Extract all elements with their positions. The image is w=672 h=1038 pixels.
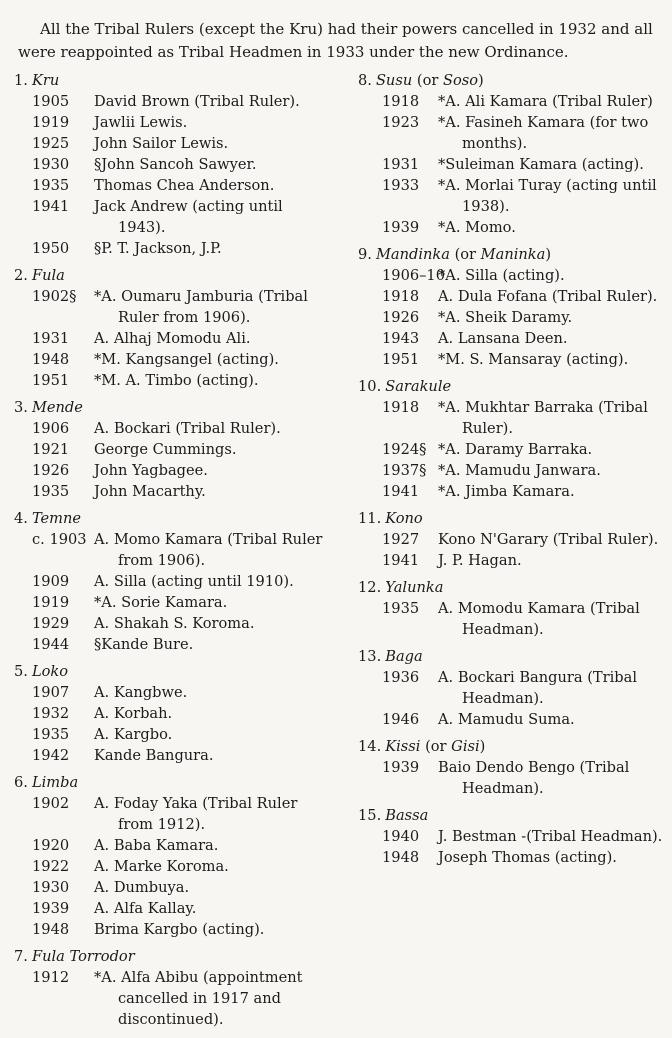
tribe-heading (14, 397, 324, 418)
entry-text (432, 112, 670, 154)
entry-text-body: *A. Morlai Turay (acting until 1938). (438, 177, 657, 215)
entry-year: 1951 (32, 372, 70, 389)
entry-row (358, 154, 670, 175)
tribe-heading (14, 508, 324, 529)
entry-text-body: Jawlii Lewis. (94, 114, 188, 131)
entry-text (88, 877, 324, 898)
entry-row (14, 460, 324, 481)
entry-year: 1935 (32, 177, 70, 194)
entry-row (14, 529, 324, 571)
tribe-alt-prefix: (or (412, 72, 443, 89)
left-column (14, 70, 324, 1036)
entry-text-body: Kono N'Garary (Tribal Ruler). (438, 531, 659, 548)
entry-text-body: *A. Mukhtar Barraka (Tribal Ruler). (438, 399, 648, 437)
tribe-section (358, 244, 670, 370)
entry-text (88, 460, 324, 481)
entry-row (358, 307, 670, 328)
entry-row (14, 571, 324, 592)
entry-row (358, 529, 670, 550)
entry-text (432, 847, 670, 868)
entry-text (432, 91, 670, 112)
tribe-section (358, 577, 670, 640)
right-column (358, 70, 670, 874)
entry-year: 1926 (32, 462, 70, 479)
entry-year: 1912 (32, 969, 70, 986)
entry-year: 1918 (382, 399, 420, 416)
tribe-section (358, 646, 670, 730)
entry-text (88, 349, 324, 370)
tribe-number: 7. (14, 948, 28, 965)
tribe-section (358, 805, 670, 868)
entry-text-body: A. Kargbo. (94, 726, 173, 743)
tribe-section (358, 736, 670, 799)
entry-year: 1920 (32, 837, 70, 854)
entry-text-body: *A. Momo. (438, 219, 516, 236)
entry-text-body: A. Bockari (Tribal Ruler). (94, 420, 281, 437)
entry-text (88, 238, 324, 259)
entry-text (432, 481, 670, 502)
tribe-number: 2. (14, 267, 28, 284)
entry-text-body: A. Bockari Bangura (Tribal Headman). (438, 669, 637, 707)
entry-text (88, 592, 324, 613)
tribe-section (14, 661, 324, 766)
entry-text (88, 328, 324, 349)
entry-year: 1902 (32, 795, 70, 812)
entry-text-body: A. Lansana Deen. (438, 330, 568, 347)
entry-year: 1944 (32, 636, 70, 653)
entry-year: c. 1903 (32, 531, 87, 548)
entry-year: 1939 (382, 759, 420, 776)
tribe-alt-name: Maninka (480, 246, 546, 263)
entry-row (14, 682, 324, 703)
entry-row (358, 667, 670, 709)
tribe-alt-name: Soso (442, 72, 479, 89)
entry-year: 1930 (32, 879, 70, 896)
entry-year: 1918 (382, 93, 420, 110)
entry-year: 1931 (382, 156, 420, 173)
entry-row (14, 112, 324, 133)
entry-year: 1922 (32, 858, 70, 875)
tribe-section (14, 772, 324, 940)
entry-text (432, 175, 670, 217)
tribe-name: Loko (31, 663, 69, 680)
entry-text-body: Joseph Thomas (acting). (438, 849, 617, 866)
entry-row (14, 835, 324, 856)
entry-text-body: Kande Bangura. (94, 747, 214, 764)
tribe-name: Kissi (385, 738, 421, 755)
entry-year: 1942 (32, 747, 70, 764)
entry-row (358, 550, 670, 571)
entry-text-body: Jack Andrew (acting until 1943). (94, 198, 283, 236)
entry-text-body: A. Dumbuya. (94, 879, 190, 896)
entry-row (14, 91, 324, 112)
entry-year: 1937§ (382, 462, 427, 479)
entry-text (432, 826, 670, 847)
tribe-alt-close: ) (478, 72, 484, 89)
tribe-section (14, 265, 324, 391)
tribe-name: Fula (31, 267, 65, 284)
tribe-name: Kru (31, 72, 60, 89)
tribe-number: 14. (358, 738, 382, 755)
entry-row (14, 481, 324, 502)
entry-row (358, 265, 670, 286)
entry-text-body: *A. Oumaru Jamburia (Tribal Ruler from 1906). (94, 288, 308, 326)
entry-text-body: A. Mamudu Suma. (438, 711, 575, 728)
entry-text (88, 898, 324, 919)
entry-year: 1951 (382, 351, 420, 368)
entry-text (88, 418, 324, 439)
entry-year: 1935 (32, 483, 70, 500)
entry-row (358, 757, 670, 799)
entry-text (88, 112, 324, 133)
entry-text-body: *A. Alfa Abibu (appointment cancelled in 1917 and discontinued). (94, 969, 303, 1028)
tribe-heading (14, 70, 324, 91)
entry-year: 1946 (382, 711, 420, 728)
tribe-number: 8. (358, 72, 372, 89)
entry-row (14, 439, 324, 460)
entry-text (432, 328, 670, 349)
entry-row (14, 154, 324, 175)
entry-text (432, 439, 670, 460)
entry-text (432, 667, 670, 709)
entry-text (88, 967, 324, 1030)
entry-row (14, 592, 324, 613)
entry-text-body: §John Sancoh Sawyer. (94, 156, 257, 173)
tribe-heading (358, 70, 670, 91)
entry-row (14, 634, 324, 655)
entry-text-body: J. Bestman -(Tribal Headman). (438, 828, 663, 845)
tribe-number: 15. (358, 807, 382, 824)
entry-text (432, 286, 670, 307)
entry-text-body: A. Dula Fofana (Tribal Ruler). (438, 288, 658, 305)
tribe-name: Temne (31, 510, 82, 527)
entry-text (88, 286, 324, 328)
entry-year: 1926 (382, 309, 420, 326)
entry-row (358, 397, 670, 439)
entry-text (88, 175, 324, 196)
entry-year: 1935 (382, 600, 420, 617)
entry-year: 1941 (382, 483, 420, 500)
entry-row (358, 112, 670, 154)
entry-text (88, 133, 324, 154)
entry-year: 1925 (32, 135, 70, 152)
entry-text-body: *A. Mamudu Janwara. (438, 462, 601, 479)
entry-row (14, 856, 324, 877)
tribe-name: Susu (375, 72, 413, 89)
entry-text-body: Baio Dendo Bengo (Tribal Headman). (438, 759, 630, 797)
entry-row (358, 847, 670, 868)
entry-row (14, 349, 324, 370)
entry-text-body: *A. Jimba Kamara. (438, 483, 575, 500)
entry-row (358, 328, 670, 349)
tribe-name: Limba (31, 774, 79, 791)
entry-text-body: *M. S. Mansaray (acting). (438, 351, 629, 368)
tribe-name: Kono (385, 510, 423, 527)
entry-row (14, 370, 324, 391)
entry-row (14, 919, 324, 940)
entry-year: 1932 (32, 705, 70, 722)
entry-text-body: A. Momo Kamara (Tribal Ruler from 1906). (94, 531, 323, 569)
entry-row (14, 175, 324, 196)
entry-row (358, 826, 670, 847)
entry-row (14, 877, 324, 898)
entry-row (14, 328, 324, 349)
entry-year: 1906–10 (382, 267, 446, 284)
entry-text (432, 460, 670, 481)
tribe-name: Fula Torrodor (31, 948, 135, 965)
entry-text-body: A. Baba Kamara. (94, 837, 219, 854)
entry-year: 1906 (32, 420, 70, 437)
tribe-section (358, 508, 670, 571)
entry-text-body: A. Alfa Kallay. (94, 900, 197, 917)
entry-text (88, 835, 324, 856)
entry-row (358, 598, 670, 640)
entry-text (88, 856, 324, 877)
tribe-heading (358, 508, 670, 529)
entry-text-body: George Cummings. (94, 441, 237, 458)
entry-text-body: *M. Kangsangel (acting). (94, 351, 279, 368)
entry-row (358, 481, 670, 502)
entry-row (14, 793, 324, 835)
tribe-heading (14, 946, 324, 967)
entry-text-body: §Kande Bure. (94, 636, 194, 653)
entry-row (14, 967, 324, 1030)
entry-text-body: John Macarthy. (94, 483, 206, 500)
entry-year: 1935 (32, 726, 70, 743)
entry-text (432, 598, 670, 640)
entry-year: 1933 (382, 177, 420, 194)
entry-year: 1909 (32, 573, 70, 590)
entry-text-body: David Brown (Tribal Ruler). (94, 93, 300, 110)
tribe-section (14, 397, 324, 502)
tribe-alt-prefix: (or (420, 738, 452, 755)
entry-year: 1918 (382, 288, 420, 305)
entry-row (358, 439, 670, 460)
tribe-heading (358, 646, 670, 667)
entry-year: 1936 (382, 669, 420, 686)
entry-text (432, 154, 670, 175)
entry-text (432, 529, 670, 550)
entry-text-body: John Yagbagee. (94, 462, 208, 479)
entry-text-body: A. Korbah. (94, 705, 173, 722)
entry-text (88, 703, 324, 724)
entry-row (14, 898, 324, 919)
entry-text-body: A. Alhaj Momodu Ali. (94, 330, 251, 347)
entry-text-body: *A. Silla (acting). (438, 267, 565, 284)
entry-year: 1923 (382, 114, 420, 131)
entry-text-body: Thomas Chea Anderson. (94, 177, 275, 194)
entry-year: 1927 (382, 531, 420, 548)
entry-year: 1929 (32, 615, 70, 632)
entry-text-body: A. Shakah S. Koroma. (94, 615, 255, 632)
entry-year: 1902§ (32, 288, 77, 305)
entry-row (358, 460, 670, 481)
entry-text (88, 793, 324, 835)
entry-text-body: *A. Fasineh Kamara (for two months). (438, 114, 649, 152)
entry-year: 1943 (382, 330, 420, 347)
tribe-section (358, 70, 670, 238)
entry-text (432, 550, 670, 571)
entry-year: 1941 (32, 198, 70, 215)
tribe-heading (358, 577, 670, 598)
entry-text (432, 709, 670, 730)
tribe-number: 6. (14, 774, 28, 791)
tribe-name: Mende (31, 399, 83, 416)
entry-text-body: *A. Daramy Barraka. (438, 441, 593, 458)
entry-text (88, 154, 324, 175)
tribe-heading (358, 736, 670, 757)
entry-text-body: *A. Ali Kamara (Tribal Ruler) (438, 93, 653, 110)
tribe-alt-prefix: (or (449, 246, 481, 263)
entry-row (14, 238, 324, 259)
entry-text (432, 307, 670, 328)
entry-year: 1939 (32, 900, 70, 917)
tribe-number: 3. (14, 399, 28, 416)
entry-text (88, 613, 324, 634)
tribe-name: Bassa (385, 807, 429, 824)
entry-row (358, 286, 670, 307)
entry-text-body: §P. T. Jackson, J.P. (94, 240, 222, 257)
entry-text (432, 265, 670, 286)
entry-row (358, 91, 670, 112)
entry-text (88, 682, 324, 703)
entry-year: 1948 (32, 351, 70, 368)
tribe-number: 9. (358, 246, 372, 263)
entry-text-body: A. Foday Yaka (Tribal Ruler from 1912). (94, 795, 298, 833)
entry-text (88, 370, 324, 391)
tribe-number: 10. (358, 378, 382, 395)
entry-text (88, 724, 324, 745)
entry-year: 1941 (382, 552, 420, 569)
tribe-name: Yalunka (385, 579, 444, 596)
entry-row (14, 613, 324, 634)
tribe-number: 13. (358, 648, 382, 665)
entry-year: 1940 (382, 828, 420, 845)
entry-text (88, 919, 324, 940)
entry-year: 1930 (32, 156, 70, 173)
entry-text (88, 91, 324, 112)
entry-text-body: A. Marke Koroma. (94, 858, 229, 875)
entry-text (432, 349, 670, 370)
entry-row (14, 724, 324, 745)
entry-year: 1939 (382, 219, 420, 236)
tribe-number: 1. (14, 72, 28, 89)
tribe-heading (14, 661, 324, 682)
entry-text (88, 481, 324, 502)
entry-text (88, 634, 324, 655)
entry-row (14, 703, 324, 724)
entry-text (88, 439, 324, 460)
entry-text (432, 757, 670, 799)
tribe-alt-name: Gisi (451, 738, 480, 755)
entry-row (14, 133, 324, 154)
entry-row (358, 175, 670, 217)
entry-text-body: *A. Sheik Daramy. (438, 309, 573, 326)
tribe-heading (14, 265, 324, 286)
entry-row (14, 196, 324, 238)
tribe-number: 4. (14, 510, 28, 527)
entry-text-body: *M. A. Timbo (acting). (94, 372, 259, 389)
tribe-heading (14, 772, 324, 793)
entry-year: 1924§ (382, 441, 427, 458)
tribe-section (14, 70, 324, 259)
entry-text-body: J. P. Hagan. (438, 552, 522, 569)
tribe-name: Sarakule (385, 378, 452, 395)
tribe-section (14, 946, 324, 1030)
entry-row (14, 745, 324, 766)
tribe-alt-close: ) (545, 246, 552, 263)
entry-text (88, 196, 324, 238)
entry-text-body: Brima Kargbo (acting). (94, 921, 265, 938)
entry-year: 1919 (32, 594, 70, 611)
entry-text-body: *A. Sorie Kamara. (94, 594, 228, 611)
tribe-number: 12. (358, 579, 382, 596)
intro-paragraph: All the Tribal Rulers (except the Kru) had their powers cancelled in 1932 and all were reappointed as Tribal Headmen in 1933 under the new Ordinance. (18, 20, 653, 61)
tribe-name: Baga (385, 648, 423, 665)
entry-row (14, 418, 324, 439)
entry-year: 1931 (32, 330, 70, 347)
tribe-number: 5. (14, 663, 28, 680)
tribe-section (14, 508, 324, 655)
entry-year: 1948 (32, 921, 70, 938)
entry-row (358, 709, 670, 730)
tribe-heading (358, 244, 670, 265)
tribe-heading (358, 805, 670, 826)
tribe-alt-close: ) (479, 738, 486, 755)
entry-row (14, 286, 324, 328)
entry-text-body: A. Kangbwe. (94, 684, 188, 701)
entry-year: 1948 (382, 849, 420, 866)
tribe-section (358, 376, 670, 502)
entry-row (358, 217, 670, 238)
tribe-heading (358, 376, 670, 397)
entry-year: 1907 (32, 684, 70, 701)
entry-year: 1950 (32, 240, 70, 257)
entry-text (88, 529, 324, 571)
entry-year: 1921 (32, 441, 70, 458)
entry-text-body: *Suleiman Kamara (acting). (438, 156, 644, 173)
entry-text-body: A. Silla (acting until 1910). (94, 573, 294, 590)
entry-year: 1905 (32, 93, 70, 110)
entry-text (88, 745, 324, 766)
entry-text-body: John Sailor Lewis. (94, 135, 229, 152)
entry-text (432, 397, 670, 439)
entry-text (88, 571, 324, 592)
tribe-number: 11. (358, 510, 382, 527)
entry-text (432, 217, 670, 238)
tribe-name: Mandinka (375, 246, 450, 263)
entry-row (358, 349, 670, 370)
entry-text-body: A. Momodu Kamara (Tribal Headman). (438, 600, 640, 638)
entry-year: 1919 (32, 114, 70, 131)
